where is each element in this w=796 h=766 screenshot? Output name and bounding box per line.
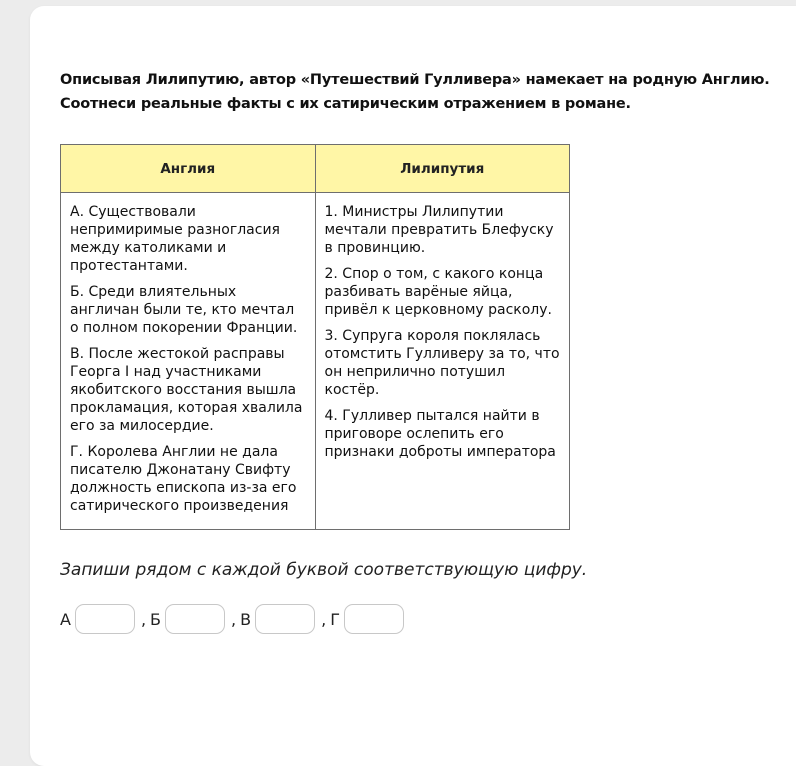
answer-label-a: А xyxy=(60,609,71,629)
lilliput-fact-4: 4. Гулливер пытался найти в приговоре ослепить его признаки доброты императора xyxy=(324,408,556,460)
answer-separator: , xyxy=(140,609,147,629)
answer-label-b: Б xyxy=(150,609,162,629)
answer-label-g: Г xyxy=(330,609,340,629)
lilliput-fact-2: 2. Спор о том, с какого конца разбивать варёные яйца, привёл к церковному расколу. xyxy=(324,266,552,318)
instruction-text: Запиши рядом с каждой буквой соответствующую цифру. xyxy=(60,560,588,580)
column-header-lilliput: Лилипутия xyxy=(315,145,570,193)
lilliput-column xyxy=(315,193,570,530)
england-fact-a: А. Существовали непримиримые разногласия между католиками и протестантами. xyxy=(70,204,280,274)
england-fact-v: В. После жестокой расправы Георга I над участниками якобитского восстания вышла прокламация, которая хвалила его за милосердие. xyxy=(70,346,303,434)
column-header-england: Англия xyxy=(61,145,316,193)
lilliput-fact-1: 1. Министры Лилипутии мечтали превратить Блефуску в провинцию. xyxy=(324,204,554,256)
england-column xyxy=(61,193,316,530)
answer-input-a[interactable] xyxy=(75,604,135,634)
answer-input-v[interactable] xyxy=(255,604,315,634)
answer-separator: , xyxy=(321,609,327,629)
answer-input-b[interactable] xyxy=(165,604,225,634)
answer-separator: , xyxy=(231,609,237,629)
answer-row xyxy=(60,603,404,635)
lilliput-fact-3: 3. Супруга короля поклялась отомстить Гулливеру за то, что он неприлично потушил костёр. xyxy=(324,328,560,398)
england-fact-b: Б. Среди влиятельных англичан были те, кто мечтал о полном покорении Франции. xyxy=(70,284,298,336)
england-fact-g: Г. Королева Англии не дала писателю Джонатану Свифту должность епископа из-за его сатирического произведения xyxy=(70,444,297,514)
answer-label-v: В xyxy=(240,609,252,629)
answer-input-g[interactable] xyxy=(344,604,404,634)
question-text: Описывая Лилипутию, автор «Путешествий Гулливера» намекает на родную Англию. Соотнеси реальные факты с их сатирическим отражением в романе. xyxy=(60,72,770,112)
matching-table xyxy=(60,144,570,530)
